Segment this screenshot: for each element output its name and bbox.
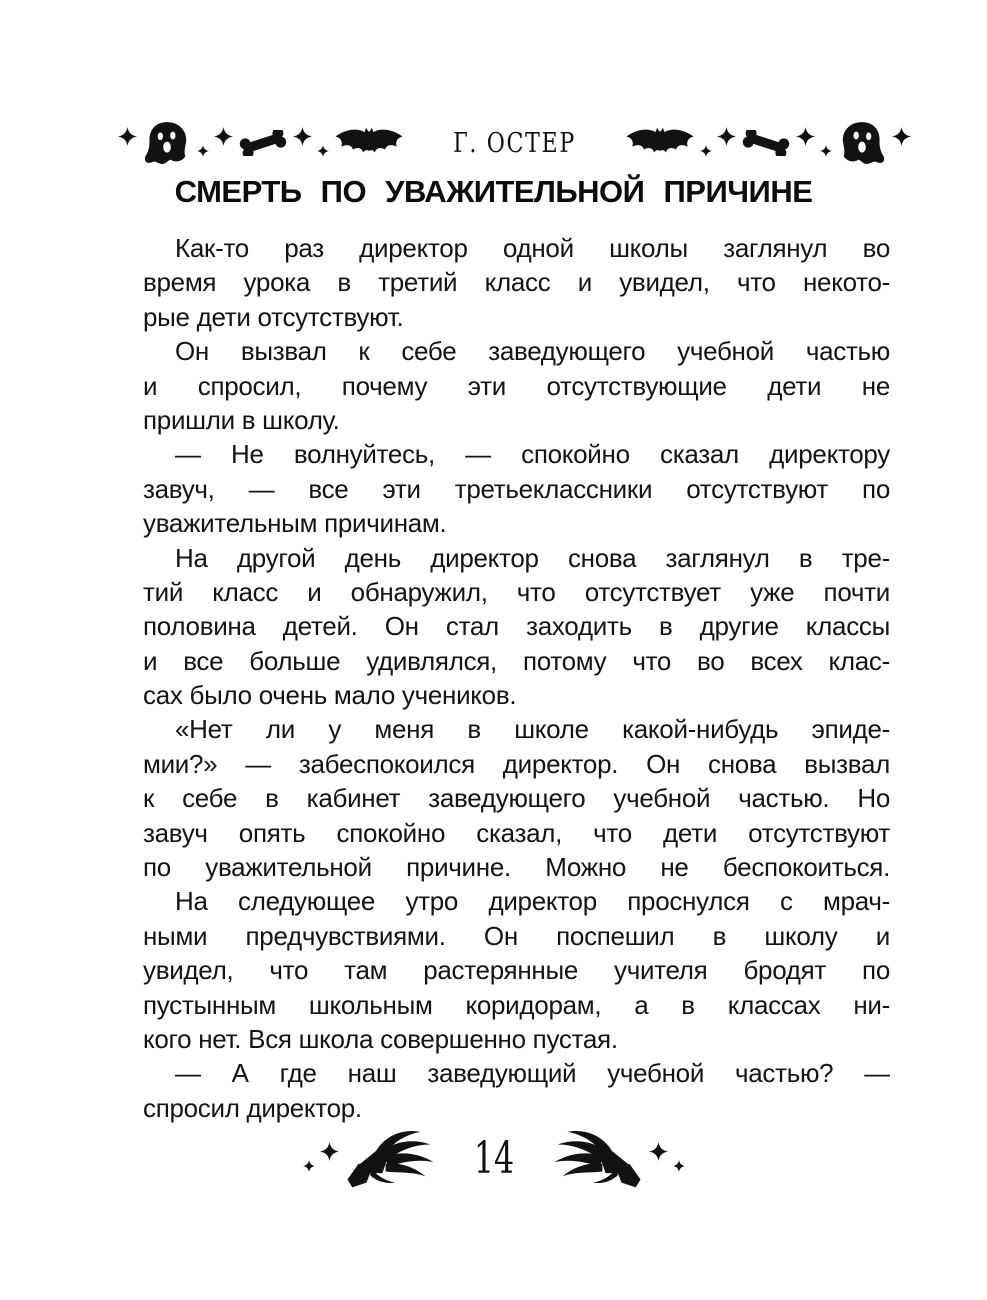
text-line: ными предчувствиями. Он поспешил в школу и: [143, 920, 890, 951]
text-line: спросил директор.: [143, 1092, 362, 1123]
paragraph: [143, 1056, 890, 1125]
text-line: тий класс и обнаружил, что отсутствует уже почти: [143, 576, 890, 607]
text-line: завуч, — все эти третьеклассники отсутствуют по: [143, 473, 890, 504]
text-line: пришли в школу.: [143, 404, 340, 435]
text-line: увидел, что там растерянные учителя бродят по: [143, 955, 890, 986]
header-ornament-right: [625, 119, 911, 167]
sparkle-icon: [317, 145, 329, 157]
ghost-icon: [142, 119, 192, 167]
paragraph: [143, 334, 890, 437]
sparkle-icon: [303, 1160, 315, 1172]
sparkle-icon: [717, 127, 736, 146]
sparkle-icon: [197, 145, 209, 157]
text-line: Как-то раз директор одной школы заглянул во: [175, 233, 890, 263]
running-head: [118, 112, 911, 174]
skeleton-hand-icon: [344, 1127, 440, 1189]
text-line: — Не волнуйтесь, — спокойно сказал директору: [175, 439, 890, 470]
text-line: На другой день директор снова заглянул в тре-: [175, 542, 890, 573]
text-line: Он вызвал к себе заведующего учебной частью: [175, 336, 890, 367]
text-line: уважительным причинам.: [143, 508, 447, 539]
text-line: завуч опять спокойно сказал, что дети отсутствуют: [143, 817, 890, 848]
header-ornament-left: [118, 119, 404, 167]
bone-icon: [741, 130, 791, 156]
bone-icon: [238, 130, 288, 156]
bat-icon: [334, 126, 404, 160]
page-footer: [0, 1118, 987, 1198]
paragraph: [143, 231, 890, 334]
text-line: «Нет ли у меня в школе какой-нибудь эпиде-: [175, 714, 890, 745]
author-name: Г. ОСТЕР: [453, 127, 576, 159]
sparkle-icon: [820, 145, 832, 157]
sparkle-icon: [649, 1142, 668, 1161]
text-line: — А где наш заведующий учебной частью? —: [175, 1058, 890, 1089]
ghost-icon: [837, 119, 887, 167]
sparkle-icon: [700, 145, 712, 157]
text-line: половина детей. Он стал заходить в другие классы: [143, 611, 890, 642]
sparkle-icon: [293, 127, 312, 146]
story-title: СМЕРТЬ ПО УВАЖИТЕЛЬНОЙ ПРИЧИНЕ: [174, 174, 813, 209]
sparkle-icon: [320, 1142, 339, 1161]
text-line: рые дети отсутствуют.: [143, 301, 404, 332]
page-number: 14: [473, 1132, 514, 1184]
paragraph: [143, 712, 890, 884]
sparkle-icon: [214, 127, 233, 146]
bat-icon: [625, 126, 695, 160]
footer-ornament-right: [548, 1127, 685, 1189]
text-line: время урока в третий класс и увидел, что некото-: [143, 267, 890, 298]
text-line: и спросил, почему эти отсутствующие дети не: [143, 370, 890, 401]
paragraph: [143, 884, 890, 1056]
skeleton-hand-icon: [548, 1127, 644, 1189]
text-line: и все больше удивлялся, потому что во всех клас-: [143, 645, 890, 676]
text-line: сах было очень мало учеников.: [143, 680, 517, 711]
sparkle-icon: [673, 1160, 685, 1172]
paragraph: [143, 541, 890, 713]
text-line: к себе в кабинет заведующего учебной частью. Но: [143, 783, 890, 814]
text-line: мии?» — забеспокоился директор. Он снова вызвал: [143, 748, 890, 779]
footer-ornament-left: [303, 1127, 440, 1189]
sparkle-icon: [118, 127, 137, 146]
text-line: по уважительной причине. Можно не беспокоиться.: [143, 852, 890, 883]
story-text: [143, 231, 890, 1125]
paragraph: [143, 437, 890, 540]
sparkle-icon: [892, 127, 911, 146]
text-line: пустынным школьным коридорам, а в классах ни-: [143, 989, 890, 1020]
text-line: кого нет. Вся школа совершенно пустая.: [143, 1023, 618, 1054]
sparkle-icon: [796, 127, 815, 146]
text-line: На следующее утро директор проснулся с мрач-: [175, 886, 890, 917]
